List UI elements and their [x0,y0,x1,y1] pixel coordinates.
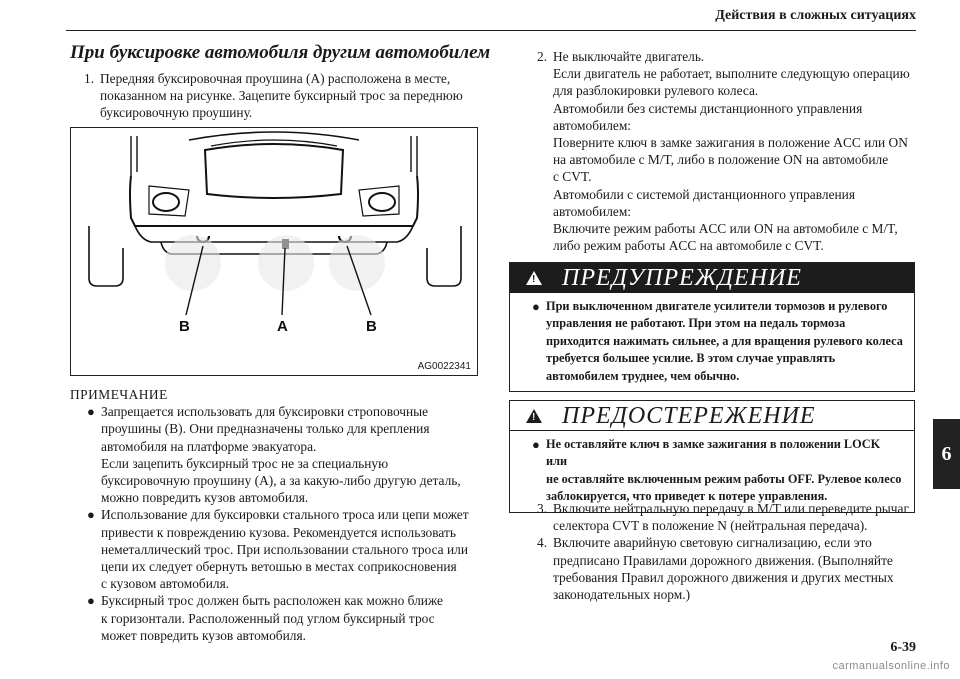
caution-line: заблокируется, что приведет к потере управления. [546,489,828,504]
page-number: 6-39 [890,640,916,655]
note-bullet [70,506,480,592]
note-line: Запрещается использовать для буксировки строповочные [101,404,429,420]
note-line: проушины (B). Они предназначены только для крепления [101,421,430,437]
black-circle-icon: ● [532,437,540,452]
step-line: либо режим работы ACC на автомобиле с CVT. [553,238,824,254]
step-line: Автомобили без системы дистанционного управления [553,100,863,116]
black-circle-icon: ● [87,593,95,609]
left-column [70,70,480,122]
label-a: A [277,318,288,335]
step-line: селектора CVT в положение N (нейтральная передача). [553,518,868,534]
step-line: на автомобиле с M/T, либо в положение ON на автомобиле [553,152,889,168]
caution-line: Не оставляйте ключ в замке зажигания в положении LOCK или [546,437,881,469]
step-line: Автомобили с системой дистанционного управления [553,186,856,202]
step-line: Включите режим работы ACC или ON на автомобиле с M/T, [553,221,898,237]
step-number: 4. [537,535,548,551]
note-title: ПРИМЕЧАНИЕ [70,387,168,402]
step-line: Если двигатель не работает, выполните следующую операцию [553,66,910,82]
label-b-left: B [179,318,190,335]
step-line: автомобилем: [553,117,632,133]
black-circle-icon: ● [532,299,540,314]
black-circle-icon: ● [87,404,95,420]
warning-body [510,293,914,391]
right-column [523,48,923,254]
note-bullet [70,592,480,644]
right-column-lower [523,500,923,603]
running-header: Действия в сложных ситуациях [715,8,916,23]
note-line: привести к повреждению кузова. Рекомендуется использовать [101,524,456,540]
step-line: требования Правил дорожного движения и других местных [553,569,894,585]
note-line: Буксирный трос должен быть расположен как можно ближе [101,593,443,609]
note-line: может повредить кузов автомобиля. [101,627,306,643]
note-line: можно повредить кузов автомобиля. [101,490,309,506]
figure-code: AG0022341 [417,361,471,372]
warning-bullet [520,298,904,385]
warning-line: управления не работают. При этом на педаль тормоза [546,316,846,331]
note-line: неметаллический трос. При использовании стального троса или [101,541,468,557]
car-front-illustration [71,128,479,377]
step-line: Включите аварийную световую сигнализацию, если это [553,535,872,551]
step-1 [70,70,480,122]
caution-title: ПРЕДОСТЕРЕЖЕНИЕ [562,403,816,429]
step-line: показанном на рисунке. Зацепите буксирный трос за переднюю [100,88,463,104]
chapter-tab: 6 [933,419,960,489]
step-4 [523,534,923,603]
step-line: предписано Правилами дорожного движения. (Выполняйте [553,552,893,568]
caution-bullet [520,436,904,506]
step-line: Включите нейтральную передачу в M/T или переведите рычаг [553,501,909,516]
step-line: буксировочную проушину. [100,105,253,121]
step-2 [523,48,923,254]
section-title: При буксировке автомобиля другим автомобилем [70,42,491,63]
warning-triangle-icon [526,271,542,285]
warning-box [509,262,915,392]
header-rule [66,30,916,31]
note-line: буксировочную проушину (A), а за какую-либо другую деталь, [101,473,461,489]
note-line: цепи их следует обернуть ветошью в местах соприкосновения [101,559,457,575]
step-line: законодательных норм.) [553,587,691,603]
warning-line: требуется большее усилие. В этом случае управлять [546,351,836,366]
note-line: автомобиля на платформе эвакуатора. [101,438,317,454]
step-line: Передняя буксировочная проушина (A) расположена в месте, [100,71,451,86]
note-block [70,386,480,644]
step-number: 2. [537,49,548,64]
warning-line: При выключенном двигателе усилители тормозов и рулевого [546,299,888,313]
watermark: carmanualsonline.info [832,660,950,672]
step-line: Поверните ключ в замке зажигания в положение ACC или ON [553,135,908,151]
warning-triangle-icon [526,409,542,423]
step-line: с CVT. [553,169,592,185]
warning-title: ПРЕДУПРЕЖДЕНИЕ [562,265,802,291]
caution-header [510,401,914,431]
note-line: к горизонтали. Расположенный под углом буксирный трос [101,610,435,626]
black-circle-icon: ● [87,507,95,523]
step-line: автомобилем: [553,203,632,219]
warning-line: приходится нажимать сильнее, а для вращения рулевого колеса [546,333,903,348]
label-b-right: B [366,318,377,335]
caution-line: не оставляйте включенным режим работы OFF. Рулевое колесо [546,471,902,486]
step-line: Не выключайте двигатель. [553,49,705,64]
note-line: Если зацепить буксирный трос не за специальную [101,455,389,471]
step-line: для разблокировки рулевого колеса. [553,83,759,99]
caution-box [509,400,915,513]
towing-hook-figure [70,127,478,376]
note-bullet [70,403,480,506]
warning-line: автомобилем труднее, чем обычно. [546,368,740,383]
note-line: с кузовом автомобиля. [101,576,230,592]
step-3 [523,500,923,534]
note-line: Использование для буксировки стального троса или цепи может [101,507,469,523]
step-number: 1. [84,71,95,86]
warning-header [510,263,914,293]
step-number: 3. [537,501,548,516]
